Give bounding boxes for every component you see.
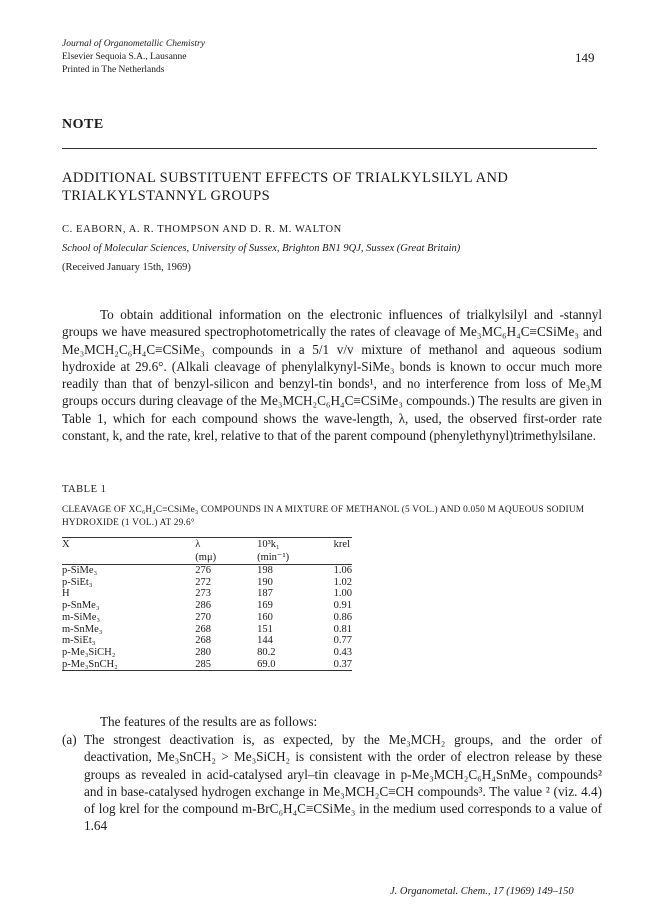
table-caption: CLEAVAGE OF XC₆H₄C≡CSiMe₃ COMPOUNDS IN A MIXTURE OF METHANOL (5 VOL.) AND 0.050 M AQUEOUS SODIUM HYDROXIDE (1 VOL.) AT 29.6° [62, 505, 585, 528]
table-header-row [62, 538, 352, 552]
cell-lambda: 276 [195, 565, 257, 577]
table-row [62, 647, 352, 659]
cell-k1: 160 [257, 611, 273, 623]
cell-x: p-Me₃SiCH₂ [62, 646, 116, 658]
authors: C. EABORN, A. R. THOMPSON AND D. R. M. WALTON [62, 224, 342, 235]
printed-in: Printed in The Netherlands [62, 65, 165, 75]
article-title: ADDITIONAL SUBSTITUENT EFFECTS OF TRIALKYLSILYL AND TRIALKYLSTANNYL GROUPS [62, 170, 509, 204]
cell-k1: 198 [257, 565, 334, 577]
cell-krel: 0.86 [333, 611, 352, 623]
cell-krel: 0.91 [333, 600, 352, 612]
list-item [62, 731, 602, 835]
table-row [62, 600, 352, 612]
cell-k1: 187 [257, 588, 273, 600]
cell-k1: 190 [257, 576, 273, 588]
table-row [62, 659, 352, 671]
cell-x: p-Me₃SnCH₂ [62, 659, 195, 671]
table-row [62, 635, 352, 647]
col-header-krel: krel [334, 538, 352, 552]
journal-header [62, 38, 205, 77]
unit-k1: (min⁻¹) [257, 552, 290, 563]
page-number: 149 [575, 50, 595, 65]
cell-x: p-SiEt₃ [62, 576, 93, 588]
features-intro: The features of the results are as follows: [100, 714, 318, 729]
cell-lambda: 286 [195, 600, 212, 612]
section-heading: NOTE [62, 117, 104, 132]
cell-krel: 0.81 [333, 623, 352, 635]
results-table [62, 537, 352, 671]
cell-krel: 0.43 [333, 646, 352, 658]
item-text: The strongest deactivation is, as expected, by the Me₃MCH₂ groups, and the order of deactivation, Me₃SnCH₂ > Me₃SiCH₂ is consistent with the order of electron release by these groups as revealed in acid-catalysed aryl–tin cleavage in p-Me₃MCH₂C₆H₄SnMe₃ compounds² and in base-catalysed hydrogen exchange in Me₃MCH₂C≡CH compounds³. The value ² (viz. 4.4) of log krel for the compound m-BrC₆H₄C≡CSiMe₃ in the medium used corresponds to a value of 1.64 [84, 732, 602, 834]
cell-krel: 1.02 [333, 576, 352, 588]
table-row [62, 577, 352, 589]
col-header-k1: 10³k₁ [257, 538, 334, 552]
cell-x: p-SnMe₃ [62, 600, 100, 612]
cell-x: H [62, 588, 70, 600]
cell-k1: 169 [257, 600, 273, 612]
cell-krel: 1.06 [333, 565, 352, 576]
cell-lambda: 268 [195, 635, 212, 647]
cell-lambda: 268 [195, 623, 212, 635]
publisher: Elsevier Sequoia S.A., Lausanne [62, 52, 187, 62]
cell-krel: 0.77 [333, 635, 352, 647]
cell-x: m-SiEt₃ [62, 635, 96, 647]
paragraph-intro: To obtain additional information on the electronic influences of trialkylsilyl and -stannyl groups we have measured spectrophotometrically the rates of cleavage of Me₃MC₆H₄C≡CSiMe₃ and Me₃MCH₂C₆H₄C≡CSiMe₃ compounds in a 5/1 v/v mixture of methanol and aqueous sodium hydroxide at 29.6°. (Alkali cleavage of phenylalkynyl-SiMe₃ bonds is known to occur much more readily than that of benzyl-silicon and benzyl-tin bonds¹, and no interference from loss of Me₃M groups occurs during cleavage of the Me₃MCH₂C₆H₄C≡CSiMe₃ compounds.) The results are given in Table 1, which for each compound shows the wave-length, λ, used, the observed first-order rate constant, k, and the rate, krel, relative to that of the parent compound (phenylethynyl)trimethylsilane. [62, 307, 602, 444]
cell-krel: 1.00 [333, 588, 352, 600]
cell-k1: 144 [257, 635, 273, 647]
table-units-row [62, 551, 352, 565]
table-row [62, 624, 352, 636]
cell-lambda: 270 [195, 611, 212, 623]
cell-krel: 0.37 [333, 658, 352, 670]
table-label: TABLE 1 [62, 484, 107, 495]
table-row [62, 612, 352, 624]
affiliation: School of Molecular Sciences, University of Sussex, Brighton BN1 9QJ, Sussex (Great Britain) [62, 243, 461, 254]
unit-lambda: (mμ) [195, 552, 217, 563]
cell-lambda: 285 [195, 659, 257, 671]
cell-lambda: 272 [195, 576, 212, 588]
cell-x: m-SiMe₃ [62, 611, 101, 623]
cell-k1: 151 [257, 623, 273, 635]
item-label: (a) [62, 732, 77, 747]
table-row [62, 588, 352, 600]
col-header-lambda: λ [195, 538, 257, 552]
cell-x: m-SnMe₃ [62, 623, 103, 635]
unit-krel [334, 551, 352, 565]
citation-footer: J. Organometal. Chem., 17 (1969) 149–150 [390, 886, 574, 897]
col-header-x: X [62, 538, 195, 552]
divider-rule [62, 148, 597, 149]
cell-lambda: 280 [195, 646, 212, 658]
cell-k1: 80.2 [257, 646, 276, 658]
cell-k1: 69.0 [257, 659, 334, 671]
cell-lambda: 273 [195, 588, 212, 600]
table-row [62, 565, 352, 577]
journal-name: Journal of Organometallic Chemistry [62, 39, 205, 49]
unit-x [62, 551, 195, 565]
received-date: (Received January 15th, 1969) [62, 262, 191, 273]
cell-x: p-SiMe₃ [62, 565, 195, 577]
